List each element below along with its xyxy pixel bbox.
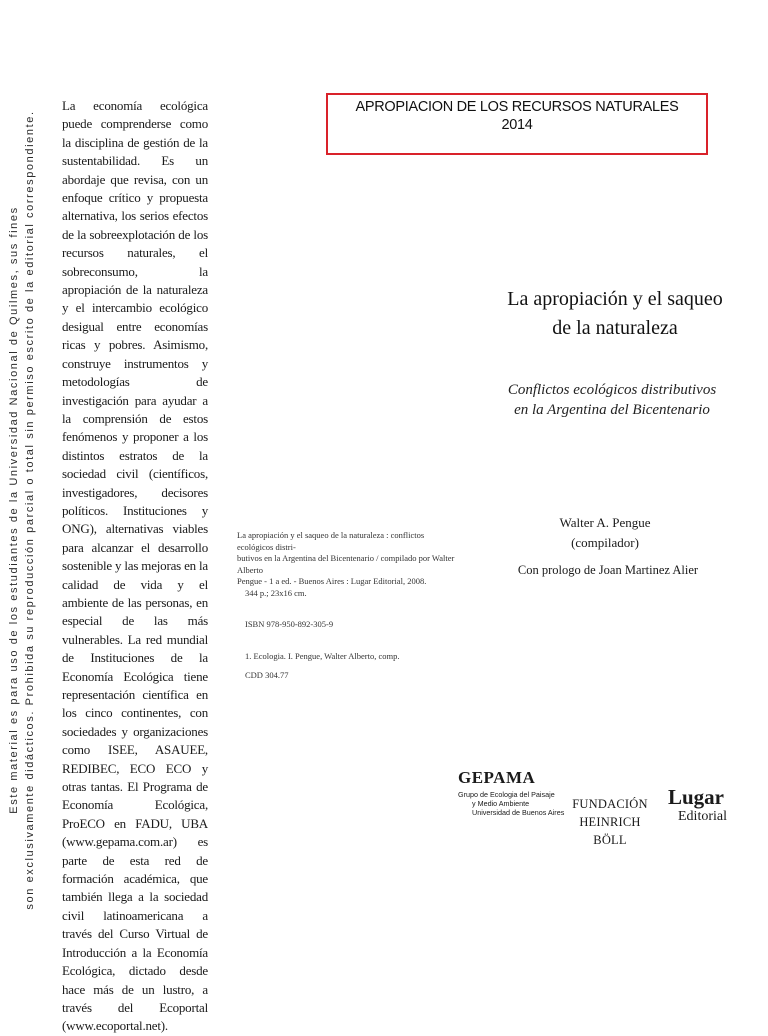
course-header-box <box>326 93 708 155</box>
gepama-line: y Medio Ambiente <box>472 799 530 808</box>
gepama-name: GEPAMA <box>458 768 536 787</box>
gepama-line: Universidad de Buenos Aires <box>472 808 565 817</box>
catalog-record <box>237 530 459 682</box>
lugar-editorial-logo <box>668 785 748 825</box>
course-header-year: 2014 <box>501 117 533 133</box>
lugar-name: Lugar <box>668 785 725 809</box>
book-subtitle-line1: Conflictos ecológicos distributivos <box>507 382 717 398</box>
catalog-cdd: CDD 304.77 <box>245 670 289 680</box>
book-title <box>490 285 740 343</box>
book-subtitle <box>482 380 742 420</box>
book-title-line2: de la naturaleza <box>552 317 678 339</box>
book-subtitle-line2: en la Argentina del Bicentenario <box>514 402 710 418</box>
author-role: (compilador) <box>571 535 639 550</box>
back-cover-text: La economía ecológica puede comprenderse como la disciplina de gestión de la sustentabilidad. Es un abordaje que revisa, con un enfoque crítico y propuesta alternativa, los serios efectos de la sobreexplotación de los recursos naturales, el sobreconsumo, la apropiación de la naturaleza y el intercambio ecológico desigual entre economías ricas y pobres. Asimismo, construye instrumentos y metodologías de investigación para ayudar a la comprensión de estos fenómenos y proponer a los distintos estratos de la sociedad civil (científicos, investigadores, decisores políticos. Instituciones y ONG), alternativas viables para alcanzar el desarrollo sostenible y las mejoras en la calidad de vida y el ambiente de las personas, en especial de las más vulnerables. La red mundial de Instituciones de la Economía Ecológica tiene representación científica en los cinco continentes, con sociedades y organizaciones como ISEE, ASAUEE, REDIBEC, ECO ECO y otras tantas. El Programa de Economía Ecológica, ProECO en FADU, UBA (www.gepama.com.ar) es parte de esta red de formación académica, que también llega a la sociedad civil latinoamericana a través del Curso Virtual de Introducción a la Economía Ecológica, dictado desde hace más de un lustro, a través del Ecoportal (www.ecoportal.net). <box>62 98 208 1034</box>
gepama-line: Grupo de Ecologia del Paisaje <box>458 790 555 799</box>
copyright-notice-line1: Este material es para uso de los estudiantes de la Universidad Nacional de Quilmes, sus fines <box>8 206 20 814</box>
catalog-line: Pengue - 1 a ed. - Buenos Aires : Lugar Editorial, 2008. <box>237 576 427 586</box>
lugar-editorial: Editorial <box>678 809 727 824</box>
fundacion-logo <box>570 795 650 849</box>
author-name: Walter A. Pengue <box>559 515 651 530</box>
catalog-line: La apropiación y el saqueo de la naturaleza : conflictos ecológicos distri- <box>237 530 425 552</box>
copyright-notice-line2: son exclusivamente didácticos. Prohibida su reproducción parcial o total sin permiso escrito de la editorial correspondiente. <box>24 110 36 910</box>
course-header-title: APROPIACION DE LOS RECURSOS NATURALES <box>355 99 679 115</box>
catalog-isbn: ISBN 978-950-892-305-9 <box>245 619 334 629</box>
fundacion-line1: FUNDACIÓN <box>572 797 648 811</box>
gepama-logo <box>458 768 568 817</box>
author-block <box>500 513 710 553</box>
fundacion-line2: HEINRICH BÖLL <box>579 815 641 847</box>
prologue-credit: Con prologo de Joan Martinez Alier <box>517 563 699 577</box>
copyright-notice <box>4 90 40 930</box>
catalog-subject: 1. Ecologia. I. Pengue, Walter Alberto, comp. <box>245 650 400 661</box>
catalog-line: 344 p.; 23x16 cm. <box>245 587 307 598</box>
catalog-line: butivos en la Argentina del Bicentenario / compilado por Walter Alberto <box>237 553 455 575</box>
book-title-line1: La apropiación y el saqueo <box>507 288 723 310</box>
